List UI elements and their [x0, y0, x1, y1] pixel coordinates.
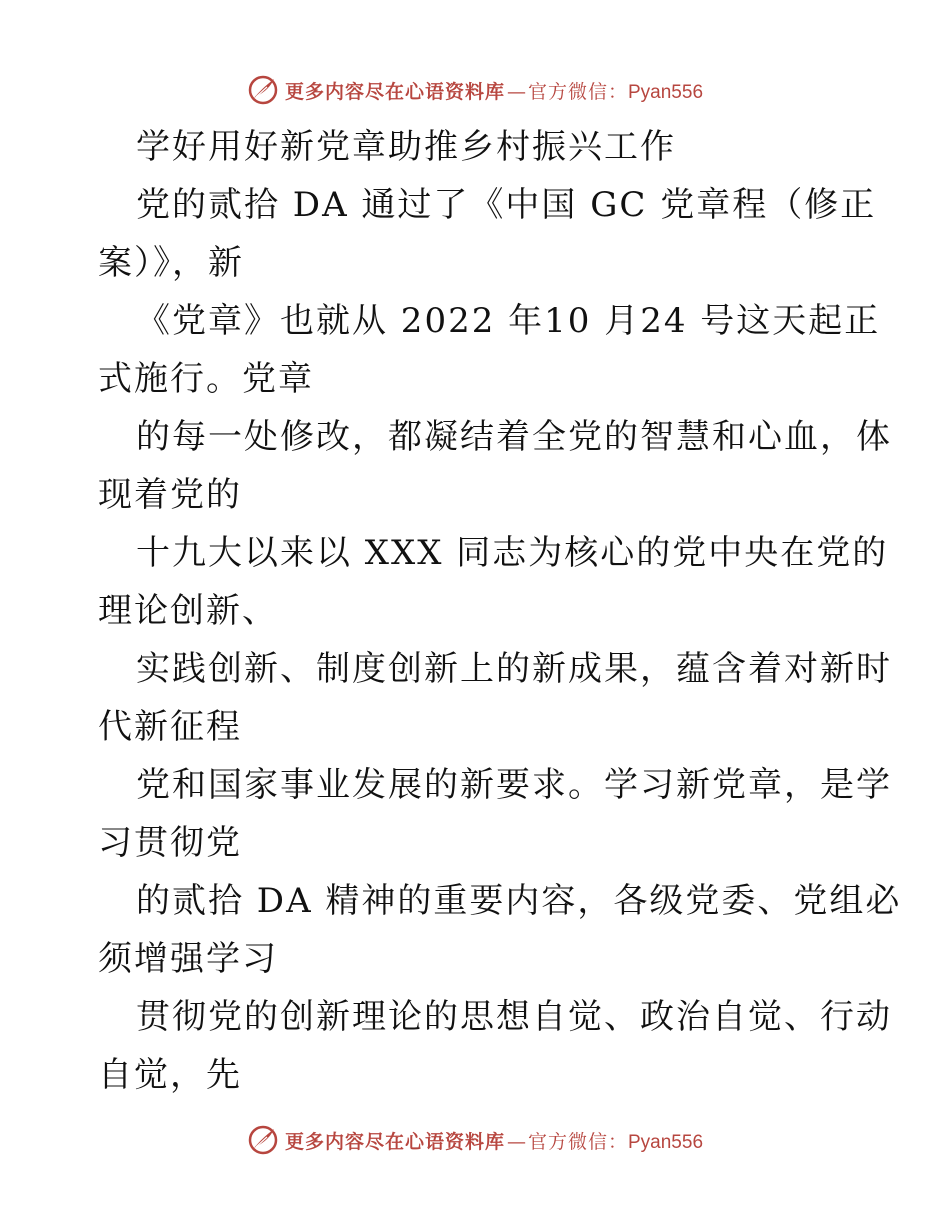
feather-seal-icon — [247, 1124, 279, 1156]
paragraph-line: 须增强学习 — [98, 939, 278, 979]
paragraph-line: 贯彻党的创新理论的思想自觉、政治自觉、行动 — [136, 997, 892, 1037]
paragraph-line: 代新征程 — [98, 707, 242, 747]
paragraph-line: 党的贰拾 DA 通过了《中国 GC 党章程（修正 — [136, 185, 877, 225]
paragraph-line: 实践创新、制度创新上的新成果，蕴含着对新时 — [136, 649, 892, 689]
banner-wechat-id: Pyan556 — [628, 81, 704, 103]
paragraph-line: 的每一处修改，都凝结着全党的智慧和心血，体 — [136, 417, 892, 457]
paragraph-line: 式施行。党章 — [98, 359, 314, 399]
banner-dash: — — [506, 80, 526, 103]
paragraph-line: 理论创新、 — [98, 591, 278, 631]
feather-seal-icon — [247, 74, 279, 106]
header-banner — [0, 70, 950, 110]
banner-content — [247, 1124, 703, 1156]
banner-wechat-label: 官方微信： — [527, 80, 628, 103]
paragraph-line: 《党章》也就从 2022 年10 月24 号这天起正 — [136, 301, 881, 341]
paragraph-line: 党和国家事业发展的新要求。学习新党章，是学 — [136, 765, 892, 805]
banner-content — [247, 74, 703, 106]
paragraph-line: 案）》，新 — [98, 243, 244, 283]
footer-banner — [0, 1120, 950, 1160]
banner-dash: — — [506, 1130, 526, 1153]
banner-wechat-id: Pyan556 — [628, 1131, 704, 1153]
paragraph-line: 现着党的 — [98, 475, 242, 515]
document-title: 学好用好新党章助推乡村振兴工作 — [136, 127, 676, 167]
paragraph-line: 的贰拾 DA 精神的重要内容，各级党委、党组必 — [136, 881, 902, 921]
paragraph-line: 十九大以来以 XXX 同志为核心的党中央在党的 — [136, 533, 889, 573]
document-body — [98, 118, 902, 1104]
banner-main-text: 更多内容尽在心语资料库 — [284, 1130, 505, 1153]
banner-wechat-label: 官方微信： — [527, 1130, 628, 1153]
banner-main-text: 更多内容尽在心语资料库 — [284, 80, 505, 103]
paragraph-line: 自觉，先 — [98, 1055, 242, 1095]
paragraph-line: 习贯彻党 — [98, 823, 242, 863]
